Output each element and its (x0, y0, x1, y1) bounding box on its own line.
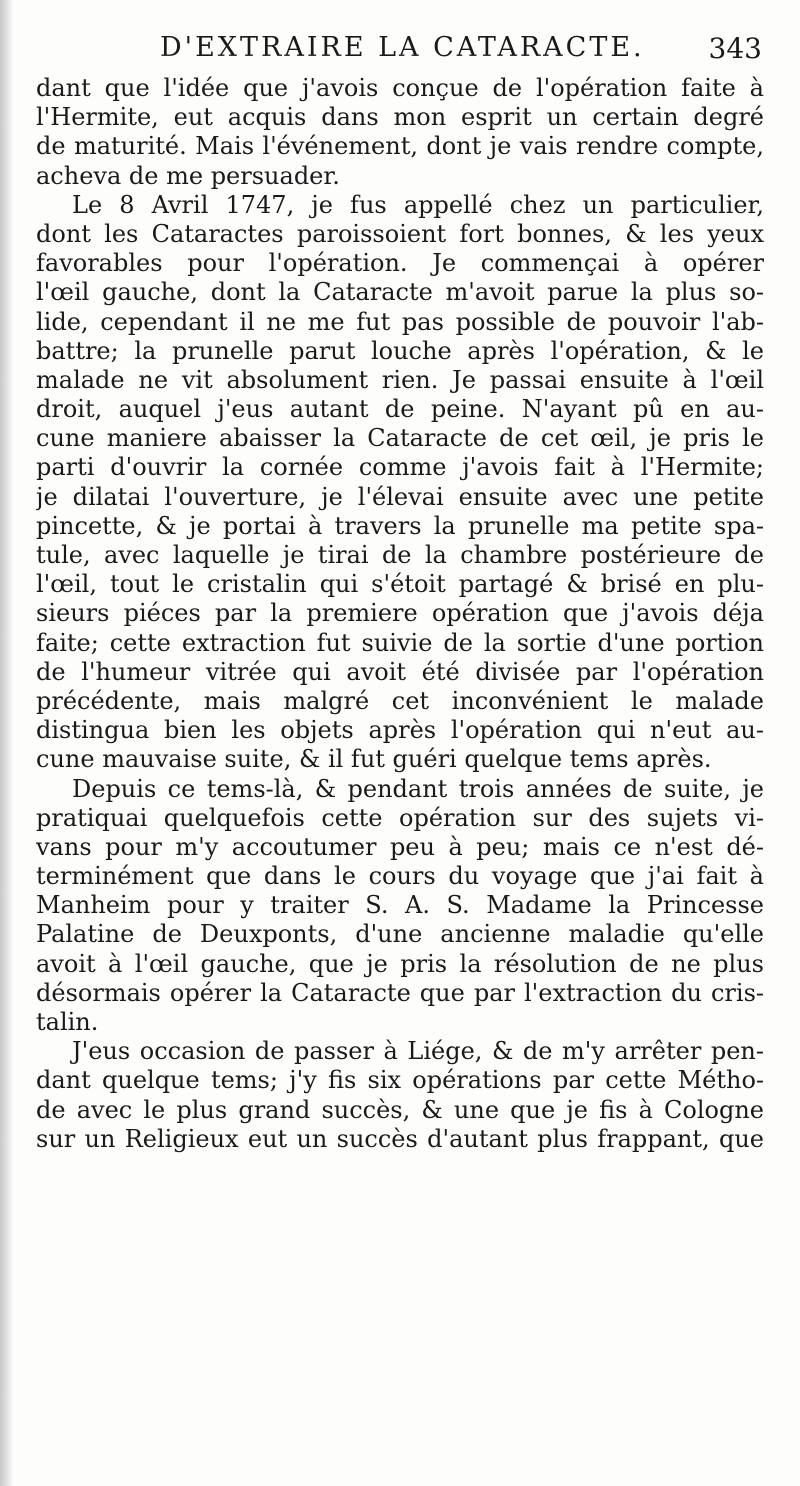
text-line: malade ne vit absolument rien. Je passai ensuite à l'œil (36, 365, 764, 394)
text-line: Le 8 Avril 1747, je fus appellé chez un particulier, (72, 190, 764, 219)
gutter-shadow (0, 0, 14, 1486)
text-line: Manheim pour y traiter S. A. S. Madame la Princesse (36, 891, 764, 920)
text-line: terminément que dans le cours du voyage que j'ai fait à (36, 862, 764, 891)
page-header (0, 30, 800, 74)
text-line: dant que l'idée que j'avois conçue de l'opération faite à (36, 74, 764, 102)
running-head: D'EXTRAIRE LA CATARACTE. (160, 32, 645, 63)
text-line: pratiquai quelquefois cette opération sur des sujets vi- (36, 803, 764, 832)
text-line: dont les Cataractes paroissoient fort bonnes, & les yeux (36, 219, 764, 248)
text-line: désormais opérer la Cataracte que par l'extraction du cris- (36, 978, 764, 1007)
text-line: distingua bien les objets après l'opération qui n'eut au- (36, 716, 764, 745)
text-line: droit, auquel j'eus autant de peine. N'ayant pû en au- (36, 395, 764, 424)
text-line: de avec le plus grand succès, & une que je fis à Cologne (36, 1095, 764, 1124)
text-line: Depuis ce tems-là, & pendant trois années de suite, je (72, 774, 764, 803)
text-line: favorables pour l'opération. Je commençai à opérer (36, 249, 764, 278)
text-line: parti d'ouvrir la cornée comme j'avois fait à l'Hermite; (36, 453, 764, 482)
text-line: J'eus occasion de passer à Liége, & de m'y arrêter pen- (72, 1037, 764, 1066)
page-number: 343 (708, 32, 762, 65)
text-line: lide, cependant il ne me fut pas possible de pouvoir l'ab- (36, 307, 764, 336)
text-line: précédente, mais malgré cet inconvénient le malade (36, 686, 764, 715)
text-line: pincette, & je portai à travers la prunelle ma petite spa- (36, 511, 764, 540)
text-line: acheva de me persuader. (36, 161, 340, 190)
text-line: de maturité. Mais l'événement, dont je vais rendre compte, (36, 132, 764, 161)
body-text (36, 74, 764, 1154)
text-line: vans pour m'y accoutumer peu à peu; mais ce n'est dé- (36, 832, 764, 861)
text-line: dant quelque tems; j'y fis six opérations par cette Métho- (36, 1066, 764, 1095)
text-line: sieurs piéces par la premiere opération que j'avois déja (36, 599, 764, 628)
text-line: l'Hermite, eut acquis dans mon esprit un certain degré (36, 103, 764, 132)
text-line: avoit à l'œil gauche, que je pris la résolution de ne plus (36, 949, 764, 978)
text-line: l'œil, tout le cristalin qui s'étoit partagé & brisé en plu- (36, 570, 764, 599)
text-line: tule, avec laquelle je tirai de la chambre postérieure de (36, 541, 764, 569)
text-line: Palatine de Deuxponts, d'une ancienne maladie qu'elle (36, 920, 764, 949)
text-line: talin. (36, 1008, 99, 1036)
text-line: cune mauvaise suite, & il fut guéri quelque tems après. (36, 745, 712, 774)
text-line: cune maniere abaisser la Cataracte de cet œil, je pris le (36, 424, 764, 453)
text-line: je dilatai l'ouverture, je l'élevai ensuite avec une petite (36, 482, 764, 511)
text-line: sur un Religieux eut un succès d'autant plus frappant, que (36, 1124, 764, 1153)
text-line: faite; cette extraction fut suivie de la sortie d'une portion (36, 628, 764, 657)
text-line: de l'humeur vitrée qui avoit été divisée par l'opération (36, 657, 764, 686)
text-line: battre; la prunelle parut louche après l'opération, & le (36, 336, 764, 365)
text-line: l'œil gauche, dont la Cataracte m'avoit parue la plus so- (36, 278, 764, 307)
